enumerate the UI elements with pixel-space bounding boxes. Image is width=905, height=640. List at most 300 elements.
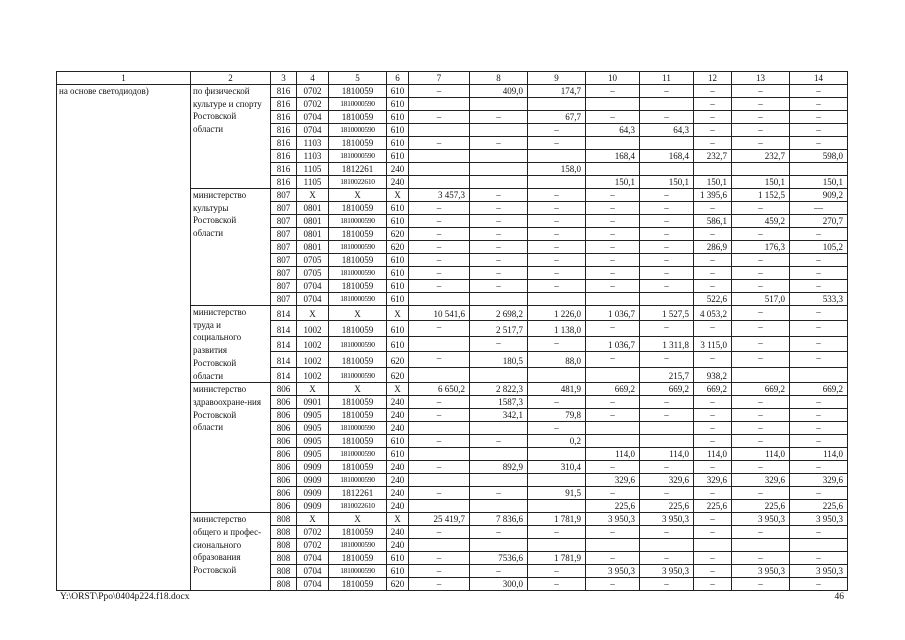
table-cell: 79,8 <box>528 409 586 422</box>
table-cell: – <box>732 552 790 565</box>
table-cell: 806 <box>271 448 297 461</box>
table-cell: 1 036,7 <box>586 306 640 321</box>
table-cell: 1810059 <box>329 280 387 293</box>
table-cell: 1105 <box>297 176 329 189</box>
table-cell: X <box>297 306 329 321</box>
table-cell: 1810059 <box>329 137 387 150</box>
table-cell: – <box>640 215 694 228</box>
table-cell: 3 950,3 <box>640 565 694 578</box>
table-cell: – <box>790 111 848 124</box>
table-cell <box>470 176 528 189</box>
table-cell: 2 517,7 <box>470 321 528 336</box>
table-cell: 158,0 <box>528 163 586 176</box>
table-cell: 816 <box>271 98 297 111</box>
table-cell: – <box>790 487 848 500</box>
table-cell: 174,7 <box>528 85 586 98</box>
table-cell: – <box>640 396 694 409</box>
table-cell: – <box>470 336 528 351</box>
table-cell <box>470 98 528 111</box>
table-cell: 176,3 <box>732 241 790 254</box>
table-cell: – <box>732 321 790 336</box>
table-cell: – <box>732 336 790 351</box>
table-cell: 1810000590 <box>329 293 387 306</box>
table-cell: – <box>790 552 848 565</box>
table-cell: – <box>732 202 790 215</box>
table-cell: 807 <box>271 293 297 306</box>
table-cell: – <box>732 409 790 422</box>
table-cell <box>586 539 640 552</box>
table-cell: 88,0 <box>528 352 586 367</box>
table-cell: 240 <box>387 409 409 422</box>
table-cell: 0702 <box>297 85 329 98</box>
table-cell: 1810000590 <box>329 98 387 111</box>
table-cell: X <box>387 513 409 526</box>
table-cell: 329,6 <box>732 474 790 487</box>
table-cell: – <box>528 336 586 351</box>
table-cell: – <box>409 215 470 228</box>
column-header: 1 <box>57 72 191 85</box>
table-cell <box>732 367 790 382</box>
table-cell: 610 <box>387 215 409 228</box>
table-cell: 806 <box>271 461 297 474</box>
table-cell: – <box>790 98 848 111</box>
table-cell: 1103 <box>297 150 329 163</box>
table-cell: 1810000590 <box>329 267 387 280</box>
table-cell: – <box>528 189 586 202</box>
table-cell <box>409 336 470 351</box>
table-cell: – <box>528 578 586 591</box>
table-cell: 0801 <box>297 228 329 241</box>
table-cell: – <box>640 552 694 565</box>
table-cell: 1810022610 <box>329 176 387 189</box>
table-row <box>57 85 848 98</box>
table-cell: 0702 <box>297 539 329 552</box>
table-cell: – <box>586 267 640 280</box>
table-cell: X <box>329 306 387 321</box>
table-cell: – <box>586 552 640 565</box>
table-cell: X <box>329 189 387 202</box>
table-cell: 1810000590 <box>329 448 387 461</box>
table-cell: 610 <box>387 448 409 461</box>
table-cell: 1810059 <box>329 254 387 267</box>
table-cell: 270,7 <box>790 215 848 228</box>
table-cell: 610 <box>387 254 409 267</box>
table-cell: – <box>732 487 790 500</box>
column-header: 9 <box>528 72 586 85</box>
table-cell: – <box>470 565 528 578</box>
table-cell: 150,1 <box>640 176 694 189</box>
table-cell: – <box>694 552 732 565</box>
table-cell: 808 <box>271 565 297 578</box>
table-cell: – <box>732 461 790 474</box>
table-cell <box>409 448 470 461</box>
table-cell: 669,2 <box>586 383 640 396</box>
page-number: 46 <box>834 592 844 602</box>
table-cell: – <box>790 578 848 591</box>
table-cell: – <box>790 461 848 474</box>
table-cell: X <box>387 383 409 396</box>
table-cell: 1 527,5 <box>640 306 694 321</box>
table-cell: – <box>470 202 528 215</box>
table-cell: 2 822,3 <box>470 383 528 396</box>
table-cell <box>586 163 640 176</box>
table-cell: 807 <box>271 228 297 241</box>
table-cell: – <box>640 254 694 267</box>
table-cell <box>790 539 848 552</box>
table-cell: – <box>409 111 470 124</box>
table-cell: – <box>586 461 640 474</box>
table-cell: – <box>732 578 790 591</box>
ministry-name-cell: министерство общего и профес-сионального образования Ростовской <box>191 513 271 591</box>
table-cell: – <box>790 422 848 435</box>
table-cell: – <box>732 98 790 111</box>
table-cell: 7 836,6 <box>470 513 528 526</box>
table-cell: 610 <box>387 552 409 565</box>
table-cell: 620 <box>387 352 409 367</box>
table-cell: X <box>387 306 409 321</box>
table-cell: – <box>732 526 790 539</box>
table-cell: 816 <box>271 137 297 150</box>
table-cell: 610 <box>387 321 409 336</box>
table-cell: 806 <box>271 487 297 500</box>
table-cell: 808 <box>271 526 297 539</box>
table-cell: 0704 <box>297 565 329 578</box>
ministry-name-cell: министерство здравоохране-ния Ростовской области <box>191 383 271 513</box>
table-cell: – <box>640 85 694 98</box>
table-cell: – <box>694 98 732 111</box>
table-cell: 459,2 <box>732 215 790 228</box>
table-cell: – <box>470 215 528 228</box>
table-cell: – <box>732 228 790 241</box>
column-header: 14 <box>790 72 848 85</box>
table-cell: 10 541,6 <box>409 306 470 321</box>
table-cell: 240 <box>387 487 409 500</box>
table-cell: – <box>470 228 528 241</box>
table-cell <box>586 367 640 382</box>
table-cell: – <box>586 111 640 124</box>
table-cell: – <box>586 352 640 367</box>
table-cell: 808 <box>271 539 297 552</box>
column-header: 10 <box>586 72 640 85</box>
table-cell: 3 950,3 <box>586 565 640 578</box>
table-cell <box>732 539 790 552</box>
table-cell: 1587,3 <box>470 396 528 409</box>
table-cell: – <box>640 189 694 202</box>
table-cell: – <box>694 513 732 526</box>
table-cell: 522,6 <box>694 293 732 306</box>
table-cell: 232,7 <box>732 150 790 163</box>
table-cell: – <box>409 435 470 448</box>
table-cell: – <box>528 254 586 267</box>
table-cell: 6 650,2 <box>409 383 470 396</box>
table-cell: 610 <box>387 124 409 137</box>
table-cell: 240 <box>387 526 409 539</box>
table-cell: 300,0 <box>470 578 528 591</box>
table-cell: 1002 <box>297 336 329 351</box>
table-cell: 1 226,0 <box>528 306 586 321</box>
table-cell: 610 <box>387 85 409 98</box>
table-cell: 807 <box>271 280 297 293</box>
table-cell: – <box>790 267 848 280</box>
table-cell: – <box>694 435 732 448</box>
table-cell: 1810000590 <box>329 367 387 382</box>
table-cell: – <box>409 202 470 215</box>
table-cell: – <box>528 422 586 435</box>
table-cell: – <box>790 306 848 321</box>
table-cell: – <box>528 267 586 280</box>
table-cell: – <box>470 267 528 280</box>
table-cell: – <box>732 111 790 124</box>
table-cell: – <box>470 241 528 254</box>
table-cell: – <box>732 137 790 150</box>
table-cell: 0704 <box>297 111 329 124</box>
table-cell: – <box>732 422 790 435</box>
table-cell: 586,1 <box>694 215 732 228</box>
table-cell: 806 <box>271 435 297 448</box>
table-cell: – <box>409 409 470 422</box>
table-cell: 816 <box>271 163 297 176</box>
table-cell: – <box>694 124 732 137</box>
table-cell: 807 <box>271 267 297 280</box>
table-cell: 240 <box>387 500 409 513</box>
table-cell: 1810059 <box>329 409 387 422</box>
table-cell <box>409 422 470 435</box>
table-cell <box>640 539 694 552</box>
table-cell: – <box>694 228 732 241</box>
column-header: 3 <box>271 72 297 85</box>
table-cell <box>409 539 470 552</box>
table-cell <box>586 137 640 150</box>
table-cell: 105,2 <box>790 241 848 254</box>
table-cell <box>409 124 470 137</box>
table-cell: 240 <box>387 474 409 487</box>
table-cell: – <box>694 565 732 578</box>
table-cell: 180,5 <box>470 352 528 367</box>
table-cell: 816 <box>271 124 297 137</box>
table-cell: 620 <box>387 367 409 382</box>
table-cell: 114,0 <box>586 448 640 461</box>
table-cell: 1103 <box>297 137 329 150</box>
table-cell: 114,0 <box>732 448 790 461</box>
table-cell: – <box>586 280 640 293</box>
table-cell: 64,3 <box>586 124 640 137</box>
table-cell: 240 <box>387 163 409 176</box>
table-cell: 0909 <box>297 487 329 500</box>
table-cell: – <box>790 409 848 422</box>
table-cell: – <box>409 280 470 293</box>
table-cell: 150,1 <box>732 176 790 189</box>
table-cell: 1810059 <box>329 111 387 124</box>
table-cell: 0704 <box>297 578 329 591</box>
table-cell: 892,9 <box>470 461 528 474</box>
table-cell: 0909 <box>297 461 329 474</box>
table-cell: X <box>329 383 387 396</box>
table-cell <box>409 163 470 176</box>
table-cell: – <box>694 321 732 336</box>
table-cell: – <box>586 396 640 409</box>
table-cell: 1810000590 <box>329 565 387 578</box>
table-cell: – <box>528 280 586 293</box>
table-cell: 806 <box>271 500 297 513</box>
table-cell: – <box>790 526 848 539</box>
table-cell <box>640 422 694 435</box>
table-cell <box>470 163 528 176</box>
table-header-row <box>57 72 848 85</box>
table-cell: 669,2 <box>790 383 848 396</box>
table-cell: – <box>528 526 586 539</box>
table-cell: – <box>528 202 586 215</box>
table-cell <box>528 367 586 382</box>
table-cell: 816 <box>271 150 297 163</box>
column-header: 5 <box>329 72 387 85</box>
table-cell: – <box>790 254 848 267</box>
program-name-cell: на основе светодиодов) <box>57 85 191 591</box>
table-cell: – <box>694 85 732 98</box>
table-cell: – <box>640 267 694 280</box>
table-cell: 0704 <box>297 280 329 293</box>
table-cell: – <box>694 487 732 500</box>
table-cell: 329,6 <box>640 474 694 487</box>
table-cell: – <box>409 352 470 367</box>
table-cell: 807 <box>271 215 297 228</box>
table-cell: 610 <box>387 565 409 578</box>
table-cell: 610 <box>387 267 409 280</box>
table-cell: 814 <box>271 306 297 321</box>
table-cell: 1002 <box>297 352 329 367</box>
table-cell: 2 698,2 <box>470 306 528 321</box>
table-cell: 64,3 <box>640 124 694 137</box>
table-cell: X <box>387 189 409 202</box>
table-cell <box>470 500 528 513</box>
column-header: 6 <box>387 72 409 85</box>
table-cell: 1810000590 <box>329 150 387 163</box>
table-cell <box>470 474 528 487</box>
table-cell: 1810059 <box>329 228 387 241</box>
column-header: 13 <box>732 72 790 85</box>
table-cell: – <box>694 409 732 422</box>
table-cell: 1 781,9 <box>528 513 586 526</box>
table-cell: 1 781,9 <box>528 552 586 565</box>
table-cell: 1810059 <box>329 461 387 474</box>
table-cell: 0801 <box>297 202 329 215</box>
table-cell <box>528 150 586 163</box>
table-cell: 150,1 <box>790 176 848 189</box>
table-cell: – <box>470 526 528 539</box>
table-cell: 1810000590 <box>329 336 387 351</box>
table-cell <box>528 176 586 189</box>
table-cell <box>694 163 732 176</box>
table-cell: 168,4 <box>640 150 694 163</box>
table-cell: – <box>640 241 694 254</box>
table-cell: X <box>297 383 329 396</box>
table-cell: 610 <box>387 111 409 124</box>
table-cell: 114,0 <box>640 448 694 461</box>
table-cell: 168,4 <box>586 150 640 163</box>
table-cell: – <box>409 254 470 267</box>
table-cell: – <box>694 526 732 539</box>
table-cell: 816 <box>271 176 297 189</box>
table-cell: 1810059 <box>329 552 387 565</box>
table-cell <box>640 98 694 111</box>
table-cell: 329,6 <box>694 474 732 487</box>
table-cell: 1810059 <box>329 435 387 448</box>
table-cell: – <box>528 228 586 241</box>
table-cell: 610 <box>387 150 409 163</box>
table-cell: 0905 <box>297 448 329 461</box>
table-cell <box>470 124 528 137</box>
table-cell <box>586 435 640 448</box>
column-header: 8 <box>470 72 528 85</box>
table-cell: — <box>790 202 848 215</box>
table-cell: – <box>409 578 470 591</box>
table-cell: – <box>694 137 732 150</box>
table-cell: – <box>409 137 470 150</box>
table-cell: – <box>694 461 732 474</box>
table-cell: – <box>640 228 694 241</box>
table-cell: – <box>586 254 640 267</box>
table-cell: 610 <box>387 280 409 293</box>
table-cell: – <box>732 435 790 448</box>
table-cell: 1810022610 <box>329 500 387 513</box>
table-cell <box>732 163 790 176</box>
table-cell: – <box>528 396 586 409</box>
table-cell <box>586 422 640 435</box>
table-cell: – <box>790 321 848 336</box>
table-cell: – <box>640 202 694 215</box>
document-path: Y:\ORST\Ppo\0404p224.f18.docx <box>60 592 190 602</box>
table-cell: 7536,6 <box>470 552 528 565</box>
table-cell: 215,7 <box>640 367 694 382</box>
table-cell: 1 311,8 <box>640 336 694 351</box>
table-cell: – <box>640 280 694 293</box>
table-cell: 0905 <box>297 435 329 448</box>
table-cell <box>409 474 470 487</box>
table-cell: – <box>409 565 470 578</box>
table-cell: – <box>732 124 790 137</box>
table-cell <box>528 539 586 552</box>
table-cell: 225,6 <box>694 500 732 513</box>
table-cell <box>409 293 470 306</box>
table-cell: – <box>409 321 470 336</box>
table-cell: 808 <box>271 513 297 526</box>
table-cell: 807 <box>271 254 297 267</box>
table-cell: 1810059 <box>329 85 387 98</box>
table-cell <box>528 448 586 461</box>
table-cell: 1 152,5 <box>732 189 790 202</box>
table-cell: – <box>409 396 470 409</box>
table-cell: 310,4 <box>528 461 586 474</box>
table-cell: 240 <box>387 396 409 409</box>
table-cell: 0901 <box>297 396 329 409</box>
table-cell: – <box>586 526 640 539</box>
table-cell: 0909 <box>297 474 329 487</box>
table-cell: 3 950,3 <box>732 513 790 526</box>
table-cell: 0801 <box>297 241 329 254</box>
table-cell: 816 <box>271 85 297 98</box>
table-cell: 225,6 <box>732 500 790 513</box>
table-cell: 1810059 <box>329 352 387 367</box>
table-cell: – <box>586 409 640 422</box>
table-cell: – <box>732 352 790 367</box>
table-cell: – <box>694 422 732 435</box>
ministry-name-cell: министерство культуры Ростовской области <box>191 189 271 306</box>
table-cell: – <box>790 336 848 351</box>
table-cell <box>790 163 848 176</box>
table-cell <box>586 293 640 306</box>
table-cell: 533,3 <box>790 293 848 306</box>
table-cell: – <box>790 85 848 98</box>
table-cell <box>409 98 470 111</box>
